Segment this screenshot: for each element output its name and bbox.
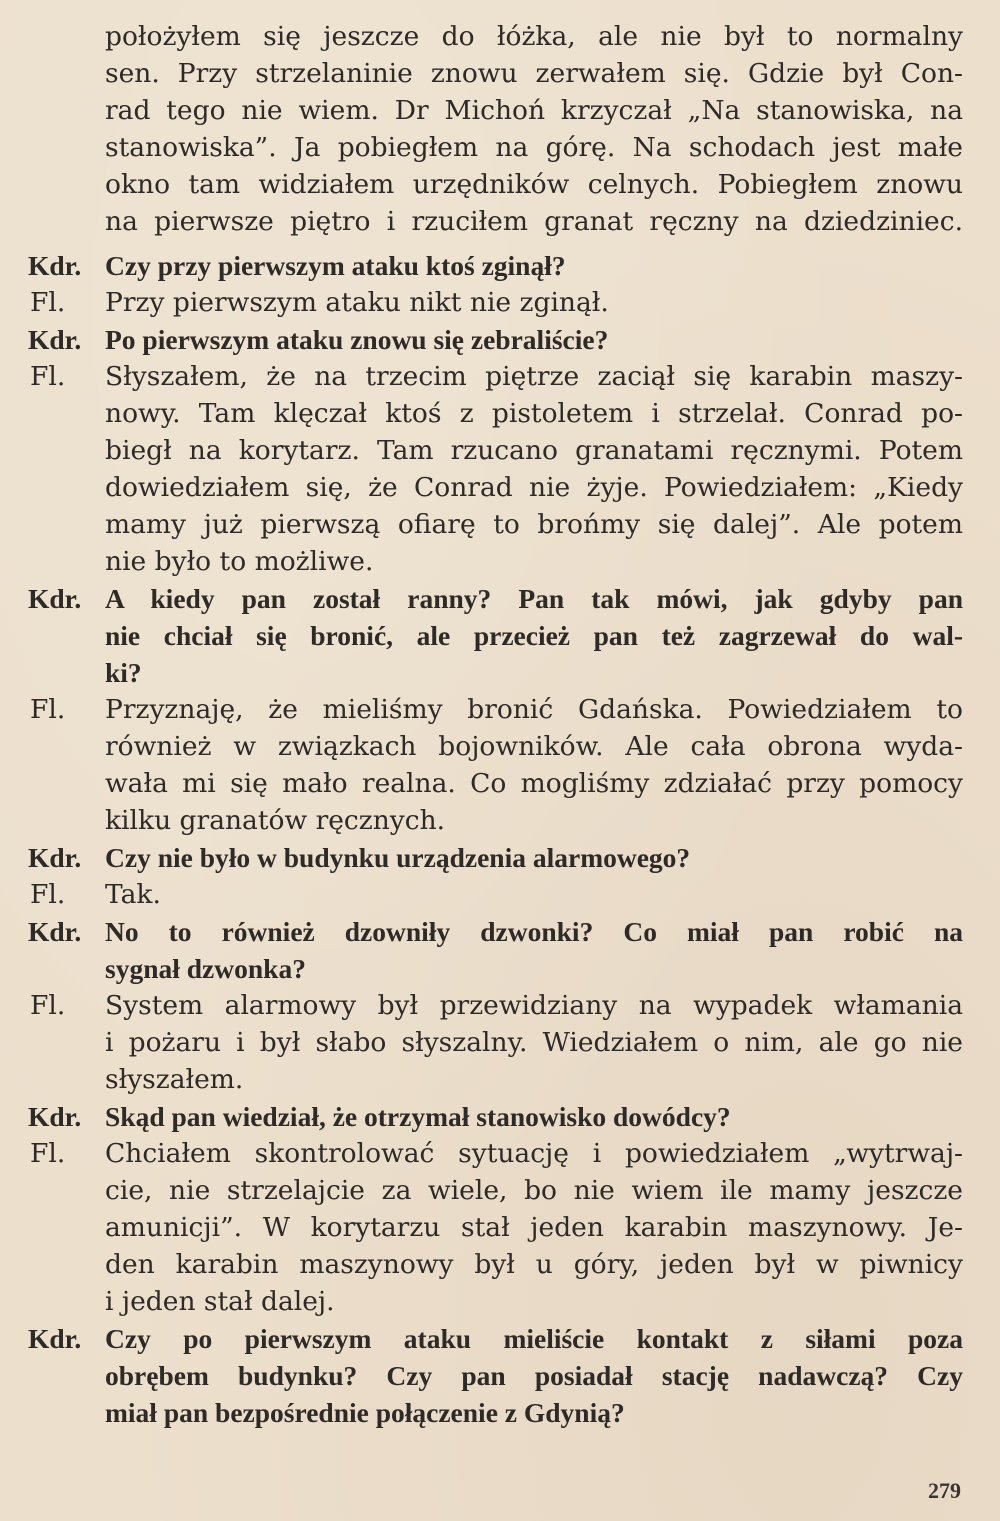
question-text xyxy=(105,839,963,876)
speaker-label: Fl. xyxy=(30,879,66,910)
question-text xyxy=(105,580,963,691)
text-line: den karabin maszynowy był u góry, jeden był w piwnicy xyxy=(105,1249,963,1280)
text-line: Czy po pierwszym ataku mieliście kontakt z siłami poza xyxy=(105,1323,963,1354)
text-line: również w związkach bojowników. Ale cała obrona wyda- xyxy=(105,731,963,762)
answer-entry xyxy=(0,691,1000,839)
text-line: A kiedy pan został ranny? Pan tak mówi, jak gdyby pan xyxy=(105,583,963,614)
speaker-label: Fl. xyxy=(30,287,66,318)
text-line: Słyszałem, że na trzecim piętrze zaciął się karabin maszy- xyxy=(105,361,963,392)
text-line: rad tego nie wiem. Dr Michoń krzyczał „Na stanowiska, na xyxy=(105,95,963,126)
speaker-label: Fl. xyxy=(30,361,66,392)
speaker-label: Kdr. xyxy=(28,250,82,281)
text-line: dowiedziałem się, że Conrad nie żyje. Powiedziałem: „Kiedy xyxy=(105,472,963,503)
text-line: nie chciał się bronić, ale przecież pan też zagrzewał do wal- xyxy=(105,620,963,651)
text-line: Chciałem skontrolować sytuację i powiedziałem „wytrwaj- xyxy=(105,1138,963,1169)
speaker-label: Fl. xyxy=(30,694,66,725)
answer-entry xyxy=(0,987,1000,1098)
text-line: Przy pierwszym ataku nikt nie zginął. xyxy=(105,287,609,318)
speaker-label: Kdr. xyxy=(28,1101,82,1132)
text-line: kilku granatów ręcznych. xyxy=(105,805,446,836)
text-line: Czy przy pierwszym ataku ktoś zginął? xyxy=(105,250,566,281)
text-line: i pożaru i był słabo słyszalny. Wiedziałem o nim, ale go nie xyxy=(105,1027,963,1058)
answer-text xyxy=(105,1135,963,1320)
text-line: Tak. xyxy=(105,879,161,910)
question-entry xyxy=(0,1098,1000,1135)
speaker-label: Kdr. xyxy=(28,583,82,614)
text-line: sygnał dzwonka? xyxy=(105,953,306,984)
text-line: na pierwsze piętro i rzuciłem granat ręczny na dziedziniec. xyxy=(105,206,963,237)
question-entry xyxy=(0,1320,1000,1431)
question-entry xyxy=(0,321,1000,358)
text-line: mamy już pierwszą ofiarę to brońmy się dalej”. Ale potem xyxy=(105,509,963,540)
text-line: nie było to możliwe. xyxy=(105,546,374,577)
answer-text xyxy=(105,691,963,839)
text-line: położyłem się jeszcze do łóżka, ale nie był to normalny xyxy=(105,21,963,52)
answer-text xyxy=(105,358,963,580)
text-line: słyszałem. xyxy=(105,1064,244,1095)
text-line: stanowiska”. Ja pobiegłem na górę. Na schodach jest małe xyxy=(105,132,963,163)
question-text xyxy=(105,247,963,284)
text-line: wała mi się mało realna. Co mogliśmy zdziałać przy pomocy xyxy=(105,768,963,799)
answer-entry xyxy=(0,358,1000,580)
text-line: i jeden stał dalej. xyxy=(105,1286,335,1317)
question-entry xyxy=(0,247,1000,284)
speaker-label: Kdr. xyxy=(28,842,82,873)
intro-paragraph xyxy=(105,18,963,240)
question-entry xyxy=(0,913,1000,987)
question-text xyxy=(105,321,963,358)
text-line: No to również dzowniły dzwonki? Co miał pan robić na xyxy=(105,916,963,947)
text-line: Przyznaję, że mieliśmy bronić Gdańska. Powiedziałem to xyxy=(105,694,963,725)
interrogation-dialog xyxy=(0,247,1000,1431)
text-line: Skąd pan wiedział, że otrzymał stanowisko dowódcy? xyxy=(105,1101,731,1132)
question-text xyxy=(105,1320,963,1431)
text-line: biegł na korytarz. Tam rzucano granatami ręcznymi. Potem xyxy=(105,435,963,466)
speaker-label: Kdr. xyxy=(28,1323,82,1354)
text-line: System alarmowy był przewidziany na wypadek włamania xyxy=(105,990,963,1021)
text-line: Po pierwszym ataku znowu się zebraliście? xyxy=(105,324,609,355)
text-line: cie, nie strzelajcie za wiele, bo nie wiem ile mamy jeszcze xyxy=(105,1175,963,1206)
text-line: nowy. Tam klęczał ktoś z pistoletem i strzelał. Conrad po- xyxy=(105,398,963,429)
text-line: Czy nie było w budynku urządzenia alarmowego? xyxy=(105,842,691,873)
text-line: miał pan bezpośrednie połączenie z Gdynią? xyxy=(105,1397,625,1428)
question-entry xyxy=(0,839,1000,876)
text-line: amunicji”. W korytarzu stał jeden karabin maszynowy. Je- xyxy=(105,1212,963,1243)
text-line: okno tam widziałem urzędników celnych. Pobiegłem znowu xyxy=(105,169,963,200)
answer-text xyxy=(105,876,963,913)
question-entry xyxy=(0,580,1000,691)
speaker-label: Kdr. xyxy=(28,324,82,355)
speaker-label: Kdr. xyxy=(28,916,82,947)
question-text xyxy=(105,913,963,987)
answer-entry xyxy=(0,1135,1000,1320)
text-line: ki? xyxy=(105,657,142,688)
answer-text xyxy=(105,987,963,1098)
answer-entry xyxy=(0,876,1000,913)
page-number: 279 xyxy=(928,1478,961,1503)
answer-entry xyxy=(0,284,1000,321)
text-line: sen. Przy strzelaninie znowu zerwałem się. Gdzie był Con- xyxy=(105,58,963,89)
question-text xyxy=(105,1098,963,1135)
speaker-label: Fl. xyxy=(30,990,66,1021)
speaker-label: Fl. xyxy=(30,1138,66,1169)
answer-text xyxy=(105,284,963,321)
text-line: obrębem budynku? Czy pan posiadał stację nadawczą? Czy xyxy=(105,1360,963,1391)
